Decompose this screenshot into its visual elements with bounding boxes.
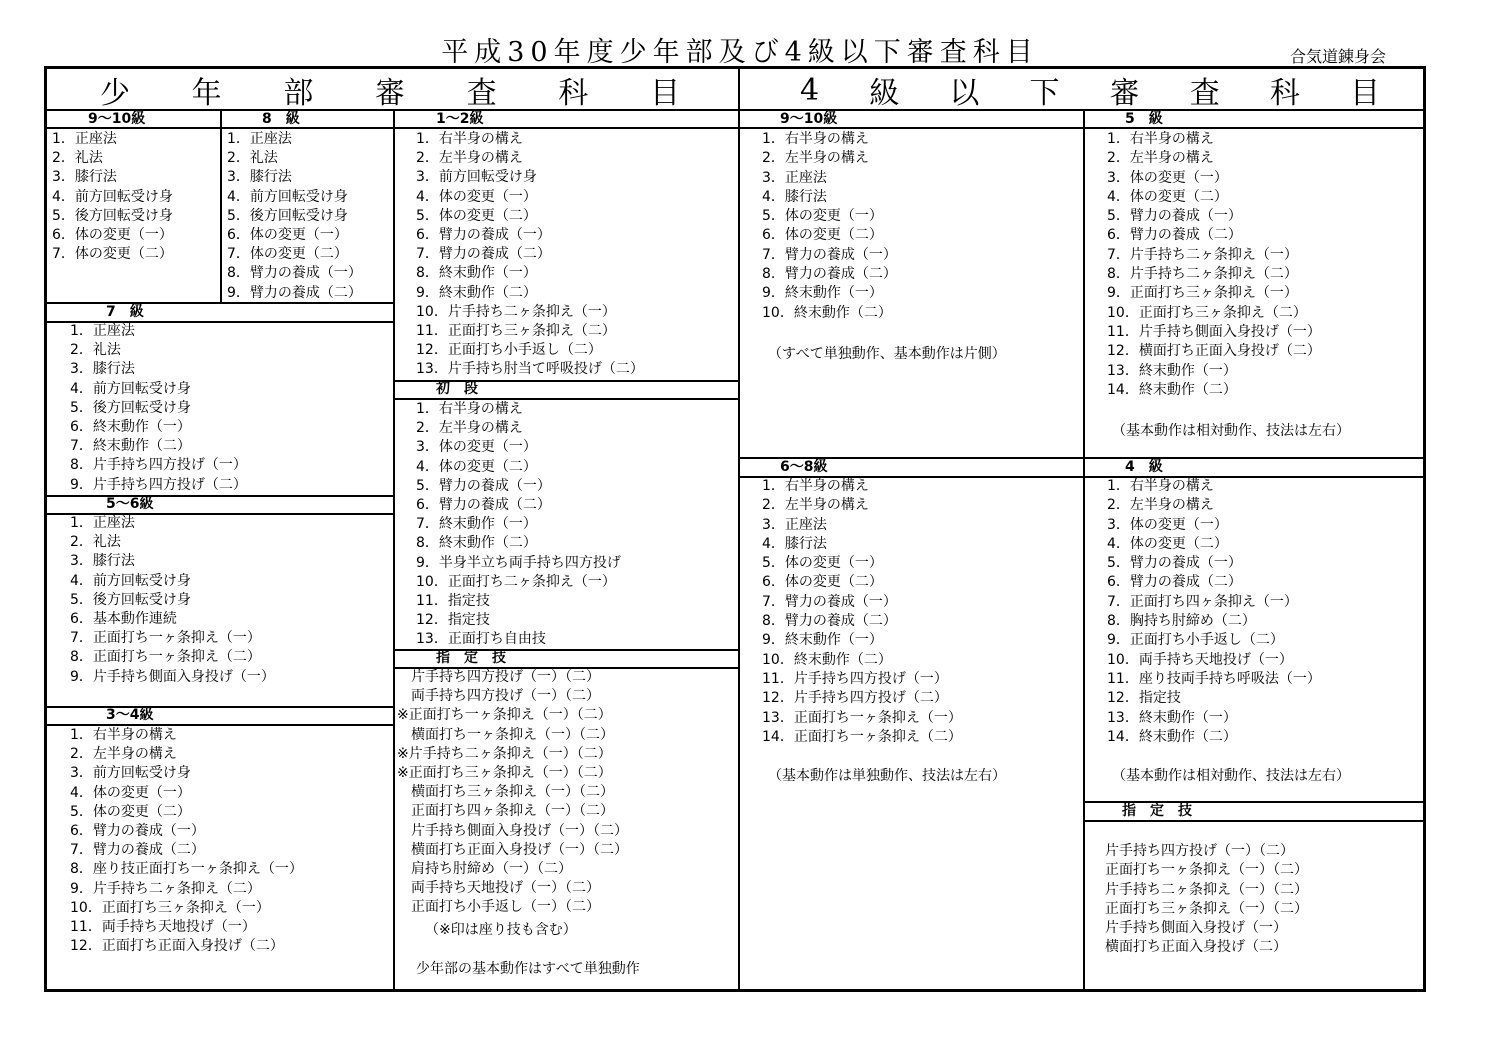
junior-9-10-heading: 9～10級: [88, 111, 146, 127]
footnote: （基本動作は相対動作、技法は左右）: [1112, 423, 1350, 439]
list-item: 4．体の変更（一）: [416, 188, 537, 205]
list-item: 11．指定技: [416, 592, 490, 609]
list-item: 5．体の変更（一）: [762, 208, 883, 225]
list-item: 10．両手持ち天地投げ（一）: [1107, 651, 1293, 668]
list-item: 1．右半身の構え: [762, 131, 869, 147]
list-item: 9．終末動作（一）: [762, 632, 883, 649]
list-item: 両手持ち天地投げ（一）（二）: [397, 880, 600, 897]
list-item: 横面打ち一ヶ条抑え（一）（二）: [397, 726, 614, 743]
list-item: 1．正座法: [52, 131, 117, 147]
footnote: （すべて単独動作、基本動作は片側）: [768, 346, 1006, 362]
list-item: 12．正面打ち小手返し（二）: [416, 342, 602, 359]
list-item: 1．右半身の構え: [1107, 478, 1214, 494]
list-item: 3．膝行法: [70, 361, 135, 378]
heading-divider: [46, 109, 1424, 111]
list-item: 2．左半身の構え: [416, 420, 523, 437]
list-item: 1．右半身の構え: [762, 478, 869, 494]
list-item: 4．体の変更（二）: [1107, 535, 1228, 552]
adult-section-heading: 4 級 以 下 審 査 科 目: [800, 72, 1380, 111]
list-item: 9．終末動作（一）: [762, 285, 883, 302]
list-item: 9．片手持ち四方投げ（二）: [70, 476, 247, 493]
list-item: 7．臂力の養成（一）: [762, 593, 897, 610]
junior-3-4-list: [70, 726, 303, 956]
list-item: 9．臂力の養成（二）: [227, 284, 362, 301]
list-item: 8．片手持ち四方投げ（一）: [70, 457, 247, 474]
list-item: 片手持ち二ヶ条抑え（一）（二）: [1105, 881, 1308, 898]
list-item: 3．膝行法: [227, 169, 292, 186]
list-item: 5．臂力の養成（一）: [1107, 208, 1242, 225]
page-title: 平成30年度少年部及び4級以下審査科目: [441, 37, 1039, 68]
list-item: 正面打ち四ヶ条抑え（一）（二）: [397, 803, 614, 820]
list-item: 12．指定技: [1107, 690, 1181, 707]
row-divider: [1083, 820, 1424, 822]
adult-5-list: [1107, 130, 1321, 400]
list-item: 9．半身半立ち両手持ち四方投げ: [416, 554, 621, 571]
list-item: 2．礼法: [52, 150, 103, 167]
list-item: 6．体の変更（二）: [762, 574, 883, 591]
list-item: 12．指定技: [416, 612, 490, 629]
list-item: 4．体の変更（二）: [1107, 188, 1228, 205]
list-item: 9．片手持ち側面入身投げ（一）: [70, 668, 275, 685]
list-item: 8．正面打ち一ヶ条抑え（二）: [70, 649, 261, 666]
list-item: 8．終末動作（一）: [416, 265, 537, 282]
list-item: 11．正面打ち三ヶ条抑え（二）: [416, 322, 616, 339]
list-item: 両手持ち四方投げ（一）（二）: [397, 688, 600, 705]
list-item: 5．体の変更（一）: [762, 555, 883, 572]
list-item: 7．終末動作（一）: [416, 516, 537, 533]
list-item: ※正面打ち一ヶ条抑え（一）（二）: [397, 707, 612, 724]
list-item: 5．体の変更（二）: [416, 207, 537, 224]
list-item: 5．後方回転受け身: [227, 207, 348, 224]
footnote: （※印は座り技も含む）: [425, 922, 577, 938]
list-item: 1．正座法: [70, 515, 135, 531]
row-divider: [46, 706, 393, 708]
list-item: 12．正面打ち正面入身投げ（二）: [70, 938, 284, 955]
list-item: 12．片手持ち四方投げ（二）: [762, 690, 948, 707]
list-item: 3．膝行法: [70, 553, 135, 570]
list-item: 6．基本動作連続: [70, 610, 177, 627]
list-item: 1．右半身の構え: [416, 131, 523, 147]
list-item: 片手持ち四方投げ（一）（二）: [1105, 843, 1294, 859]
list-item: 3．体の変更（一）: [416, 439, 537, 456]
list-item: 4．前方回転受け身: [227, 188, 348, 205]
list-item: 7．正面打ち一ヶ条抑え（一）: [70, 630, 261, 647]
list-item: 2．左半身の構え: [1107, 150, 1214, 167]
list-item: 1．右半身の構え: [416, 401, 523, 417]
adult-6-8-list: [762, 477, 962, 747]
list-item: 9．終末動作（二）: [416, 284, 537, 301]
list-item: 10．正面打ち三ヶ条抑え（二）: [1107, 304, 1307, 321]
list-item: 4．体の変更（一）: [70, 784, 191, 801]
list-item: 5．後方回転受け身: [70, 591, 191, 608]
list-item: 7．体の変更（二）: [52, 246, 173, 263]
junior-3-4-heading: 3～4級: [106, 707, 154, 723]
list-item: 11．片手持ち四方投げ（一）: [762, 670, 948, 687]
list-item: 10．正面打ち三ヶ条抑え（一）: [70, 899, 270, 916]
list-item: 4．前方回転受け身: [70, 572, 191, 589]
list-item: 9．片手持ち二ヶ条抑え（二）: [70, 880, 261, 897]
list-item: 片手持ち四方投げ（一）（二）: [397, 669, 600, 685]
junior-1-2-heading: 1～2級: [436, 111, 484, 127]
list-item: 片手持ち側面入身投げ（一）: [1105, 920, 1287, 937]
list-item: 11．片手持ち側面入身投げ（一）: [1107, 323, 1321, 340]
list-item: 6．体の変更（一）: [227, 226, 348, 243]
list-item: 7．臂力の養成（二）: [70, 842, 205, 859]
list-item: 14．終末動作（二）: [1107, 381, 1237, 398]
list-item: 13．正面打ち自由技: [416, 631, 546, 648]
list-item: ※正面打ち三ヶ条抑え（一）（二）: [397, 764, 612, 781]
list-item: 3．正座法: [762, 516, 827, 533]
list-item: 10．終末動作（二）: [762, 304, 892, 321]
list-item: 正面打ち一ヶ条抑え（一）（二）: [1105, 862, 1308, 879]
row-divider: [738, 457, 1424, 459]
list-item: 4．体の変更（二）: [416, 458, 537, 475]
organization-name: 合気道錬身会: [1290, 47, 1387, 66]
adult-5-heading: 5 級: [1125, 111, 1163, 127]
junior-5-6-list: [70, 514, 275, 687]
list-item: 7．臂力の養成（二）: [416, 246, 551, 263]
adult-9-10-heading: 9～10級: [780, 111, 838, 127]
junior-8-heading: 8 級: [262, 111, 300, 127]
list-item: 1．正座法: [227, 131, 292, 147]
list-item: 6．体の変更（二）: [762, 227, 883, 244]
list-item: 14．正面打ち一ヶ条抑え（二）: [762, 728, 962, 745]
list-item: 片手持ち側面入身投げ（一）（二）: [397, 822, 628, 839]
list-item: 6．臂力の養成（一）: [70, 822, 205, 839]
footnote: 少年部の基本動作はすべて単独動作: [416, 961, 640, 977]
list-item: 2．礼法: [70, 534, 121, 551]
adult-shitei-list: [1105, 842, 1308, 958]
list-item: 7．終末動作（二）: [70, 438, 191, 455]
row-divider: [46, 127, 1424, 129]
column-divider: [1083, 110, 1085, 990]
junior-5-6-heading: 5～6級: [106, 496, 154, 512]
junior-shitei-list: [397, 668, 628, 917]
list-item: 3．前方回転受け身: [70, 765, 191, 782]
junior-shodan-heading: 初 段: [436, 381, 478, 397]
list-item: 正面打ち小手返し（一）（二）: [397, 899, 600, 916]
list-item: 2．左半身の構え: [762, 497, 869, 514]
list-item: 2．左半身の構え: [762, 150, 869, 167]
column-divider: [220, 110, 222, 302]
junior-9-10-list: [52, 130, 173, 264]
adult-4-heading: 4 級: [1125, 459, 1163, 475]
list-item: 8．座り技正面打ち一ヶ条抑え（一）: [70, 861, 303, 878]
list-item: 7．体の変更（二）: [227, 246, 348, 263]
list-item: 8．片手持ち二ヶ条抑え（二）: [1107, 266, 1298, 283]
list-item: 11．座り技両手持ち呼吸法（一）: [1107, 670, 1321, 687]
list-item: 正面打ち三ヶ条抑え（一）（二）: [1105, 900, 1308, 917]
junior-shodan-list: [416, 400, 621, 649]
list-item: 2．左半身の構え: [70, 746, 177, 763]
list-item: 10．正面打ち二ヶ条抑え（一）: [416, 573, 616, 590]
list-item: 13．終末動作（一）: [1107, 362, 1237, 379]
list-item: 8．臂力の養成（二）: [762, 613, 897, 630]
list-item: 6．臂力の養成（二）: [416, 496, 551, 513]
junior-shitei-heading: 指 定 技: [436, 650, 506, 666]
list-item: 1．右半身の構え: [70, 727, 177, 743]
list-item: 10．片手持ち二ヶ条抑え（一）: [416, 303, 616, 320]
list-item: 4．前方回転受け身: [70, 380, 191, 397]
list-item: 6．終末動作（一）: [70, 418, 191, 435]
list-item: 13．片手持ち肘当て呼吸投げ（二）: [416, 361, 644, 378]
footnote: （基本動作は相対動作、技法は左右）: [1112, 768, 1350, 784]
list-item: 9．正面打ち三ヶ条抑え（一）: [1107, 285, 1298, 302]
list-item: 7．正面打ち四ヶ条抑え（一）: [1107, 593, 1298, 610]
junior-7-heading: 7 級: [106, 304, 144, 320]
list-item: 2．左半身の構え: [1107, 497, 1214, 514]
list-item: 3．前方回転受け身: [416, 169, 537, 186]
list-item: 3．体の変更（一）: [1107, 169, 1228, 186]
list-item: 6．臂力の養成（二）: [1107, 574, 1242, 591]
list-item: 3．膝行法: [52, 169, 117, 186]
list-item: 横面打ち三ヶ条抑え（一）（二）: [397, 784, 614, 801]
footnote: （基本動作は単独動作、技法は左右）: [768, 768, 1006, 784]
list-item: 8．臂力の養成（一）: [227, 265, 362, 282]
list-item: 5．後方回転受け身: [70, 399, 191, 416]
list-item: 13．終末動作（一）: [1107, 709, 1237, 726]
column-divider: [393, 110, 395, 990]
list-item: 3．体の変更（一）: [1107, 516, 1228, 533]
junior-section-heading: 少 年 部 審 査 科 目: [100, 76, 680, 111]
list-item: 10．終末動作（二）: [762, 651, 892, 668]
list-item: 7．臂力の養成（一）: [762, 246, 897, 263]
list-item: 2．礼法: [227, 150, 278, 167]
list-item: 4．膝行法: [762, 535, 827, 552]
junior-7-list: [70, 322, 247, 495]
list-item: 8．臂力の養成（二）: [762, 266, 897, 283]
list-item: ※片手持ち二ヶ条抑え（一）（二）: [397, 745, 612, 762]
adult-9-10-list: [762, 130, 897, 323]
junior-8-list: [227, 130, 362, 303]
list-item: 2．礼法: [70, 342, 121, 359]
list-item: 横面打ち正面入身投げ（二）: [1105, 939, 1287, 956]
section-divider: [738, 68, 740, 990]
list-item: 5．臂力の養成（一）: [416, 477, 551, 494]
list-item: 1．正座法: [70, 323, 135, 339]
list-item: 5．体の変更（二）: [70, 803, 191, 820]
list-item: 8．終末動作（二）: [416, 535, 537, 552]
adult-6-8-heading: 6～8級: [780, 459, 828, 475]
adult-shitei-heading: 指 定 技: [1122, 803, 1192, 819]
list-item: 6．臂力の養成（一）: [416, 226, 551, 243]
list-item: 12．横面打ち正面入身投げ（二）: [1107, 343, 1321, 360]
row-divider: [46, 495, 393, 497]
list-item: 2．左半身の構え: [416, 150, 523, 167]
list-item: 3．正座法: [762, 169, 827, 186]
junior-1-2-list: [416, 130, 644, 379]
list-item: 6．体の変更（一）: [52, 226, 173, 243]
list-item: 11．両手持ち天地投げ（一）: [70, 918, 256, 935]
list-item: 横面打ち正面入身投げ（一）（二）: [397, 841, 628, 858]
list-item: 7．片手持ち二ヶ条抑え（一）: [1107, 246, 1298, 263]
list-item: 1．右半身の構え: [1107, 131, 1214, 147]
list-item: 4．膝行法: [762, 188, 827, 205]
list-item: 13．正面打ち一ヶ条抑え（一）: [762, 709, 962, 726]
list-item: 5．臂力の養成（一）: [1107, 555, 1242, 572]
list-item: 4．前方回転受け身: [52, 188, 173, 205]
list-item: 14．終末動作（二）: [1107, 728, 1237, 745]
list-item: 5．後方回転受け身: [52, 207, 173, 224]
list-item: 6．臂力の養成（二）: [1107, 227, 1242, 244]
list-item: 8．胸持ち肘締め（二）: [1107, 613, 1256, 630]
adult-4-list: [1107, 477, 1321, 747]
list-item: 9．正面打ち小手返し（二）: [1107, 632, 1284, 649]
list-item: 肩持ち肘締め（一）（二）: [397, 860, 572, 877]
